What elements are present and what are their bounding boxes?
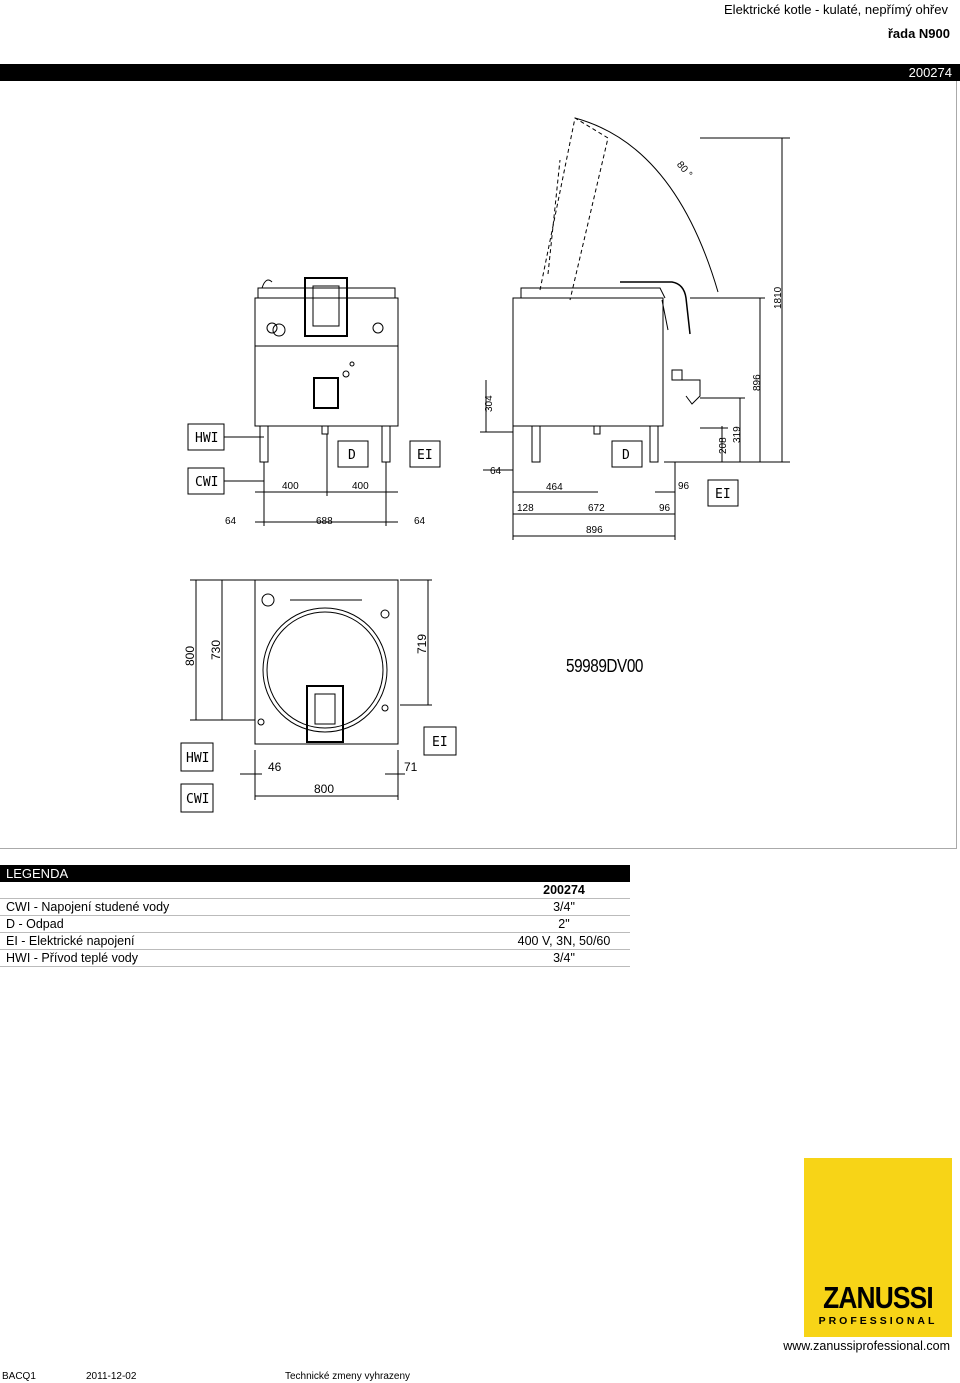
legend-label: CWI - Napojení studené vody xyxy=(0,899,374,916)
dim-top-730: 730 xyxy=(209,639,223,660)
label-d-front: D xyxy=(348,448,356,463)
legend-row xyxy=(0,933,630,950)
front-view xyxy=(188,278,440,526)
legend-spacer xyxy=(0,882,374,899)
dim-side-304: 304 xyxy=(484,395,495,412)
dim-front-64b: 64 xyxy=(414,516,426,527)
dim-side-896v: 896 xyxy=(752,374,763,391)
dim-top-719: 719 xyxy=(415,633,429,654)
label-cwi-top: CWI xyxy=(186,792,210,807)
dim-side-319: 319 xyxy=(732,426,743,443)
dim-top-71: 71 xyxy=(404,760,418,774)
dim-front-400b: 400 xyxy=(352,481,369,492)
legend-row xyxy=(0,950,630,967)
dim-front-64a: 64 xyxy=(225,516,237,527)
legend-value: 2" xyxy=(374,916,630,933)
legend-header-row xyxy=(0,882,630,899)
label-ei-side: EI xyxy=(715,487,731,502)
angle-label: 80 ° xyxy=(674,159,695,181)
dim-side-96b: 96 xyxy=(678,481,690,492)
side-view xyxy=(480,118,790,540)
legend-value: 3/4" xyxy=(374,899,630,916)
dim-side-464: 464 xyxy=(546,482,563,493)
legend xyxy=(0,865,630,967)
label-d-side: D xyxy=(622,448,630,463)
dim-front-400a: 400 xyxy=(282,481,299,492)
legend-label: D - Odpad xyxy=(0,916,374,933)
series-label: řada N900 xyxy=(887,26,950,41)
footer-date: 2011-12-02 xyxy=(86,1371,137,1382)
label-hwi-top: HWI xyxy=(186,751,210,766)
legend-value: 3/4" xyxy=(374,950,630,967)
dim-side-672: 672 xyxy=(588,503,605,514)
dim-side-1810: 1810 xyxy=(773,286,784,309)
website-link[interactable]: www.zanussiprofessional.com xyxy=(783,1339,950,1353)
legend-row xyxy=(0,899,630,916)
document-title: Elektrické kotle - kulaté, nepřímý ohřev xyxy=(724,2,948,17)
dim-top-800h: 800 xyxy=(314,782,335,796)
dim-top-46: 46 xyxy=(268,760,282,774)
legend-title: LEGENDA xyxy=(0,865,630,882)
footer-note: Technické zmeny vyhrazeny xyxy=(285,1371,411,1382)
dim-side-896: 896 xyxy=(586,525,603,536)
label-hwi-front: HWI xyxy=(195,431,219,446)
dim-top-800v: 800 xyxy=(183,645,197,666)
legend-column-code: 200274 xyxy=(374,882,630,899)
legend-row xyxy=(0,916,630,933)
dim-side-208: 208 xyxy=(718,437,729,454)
legend-value: 400 V, 3N, 50/60 xyxy=(374,933,630,950)
logo-sub: PROFESSIONAL xyxy=(818,1315,938,1327)
label-ei-top: EI xyxy=(432,735,448,750)
dim-front-688: 688 xyxy=(316,516,333,527)
dim-side-64: 64 xyxy=(490,466,502,477)
logo-name: ZANUSSI xyxy=(823,1280,933,1315)
label-ei-front: EI xyxy=(417,448,433,463)
legend-label: HWI - Přívod teplé vody xyxy=(0,950,374,967)
zanussi-logo xyxy=(804,1158,952,1337)
label-cwi-front: CWI xyxy=(195,475,219,490)
model-code: 59989DV00 xyxy=(566,656,644,676)
legend-label: EI - Elektrické napojení xyxy=(0,933,374,950)
product-code: 200274 xyxy=(908,65,952,80)
top-view xyxy=(181,580,456,812)
dim-side-96a: 96 xyxy=(659,503,671,514)
legend-table xyxy=(0,882,630,967)
dim-side-128: 128 xyxy=(517,503,534,514)
footer-doc: BACQ1 xyxy=(2,1371,36,1382)
